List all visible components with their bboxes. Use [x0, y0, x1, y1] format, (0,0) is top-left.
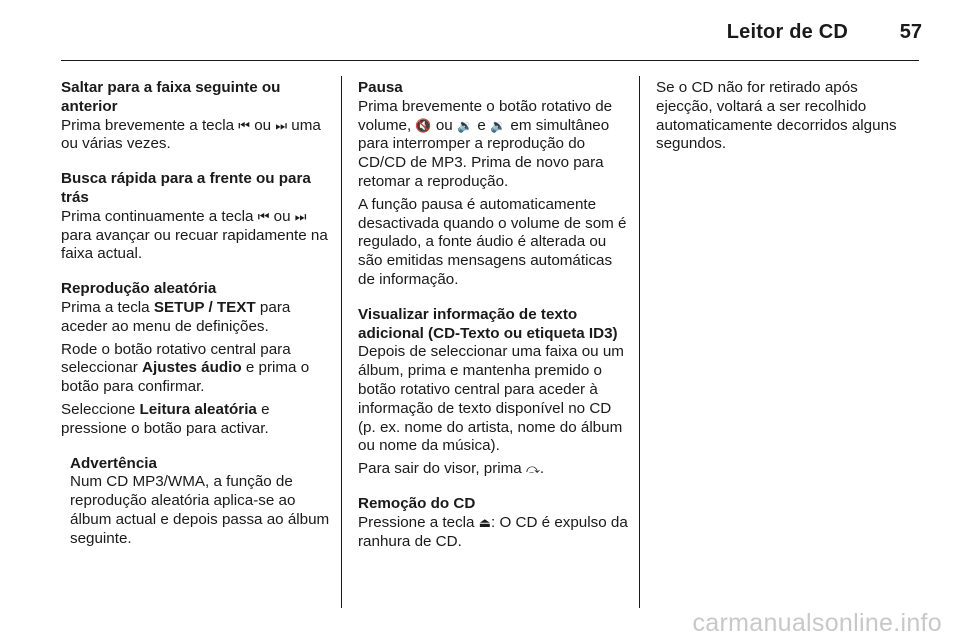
remove-heading: Remoção do CD: [358, 494, 476, 512]
skip-heading: Saltar para a faixa seguinte ou anterior: [61, 79, 281, 115]
previous-track-icon: ⏮: [257, 208, 270, 224]
next-track-icon: ⏭: [294, 208, 307, 224]
skip-text-3: uma ou várias vezes.: [61, 116, 321, 153]
search-text-1: Prima continuamente a tecla: [61, 207, 258, 225]
pause-section: [358, 79, 628, 290]
random-play-label: Leitura aleatória: [139, 400, 257, 418]
random-p1: [61, 299, 333, 337]
search-text: [61, 208, 333, 264]
pause-p2: A função pausa é automaticamente desactivada quando o volume de som é regulado, a fonte áudio é alterada ou são emitidas mensagens automáticas de informação.: [358, 195, 627, 288]
auto-retract-text: Se o CD não for retirado após ejecção, voltará a ser recolhido automaticamente decorridos alguns segundos.: [656, 79, 897, 153]
random-p2-a: Rode o botão rotativo central para seleccionar: [61, 340, 291, 377]
random-p3-c: e pressione o botão para activar.: [61, 400, 270, 437]
search-section: [61, 170, 333, 264]
column-divider-1: [341, 76, 342, 608]
pause-p1: [358, 98, 628, 192]
pause-p1-a: Prima brevemente o botão rotativo de volume,: [358, 97, 613, 134]
watermark: carmanualsonline.info: [692, 609, 942, 637]
page-number: 57: [899, 21, 922, 43]
remove-p1-b: : O CD é expulso da ranhura de CD.: [358, 513, 628, 550]
info-p2: [358, 460, 628, 479]
search-heading: Busca rápida para a frente ou para trás: [61, 170, 311, 206]
pause-heading: Pausa: [358, 79, 403, 96]
info-section: [358, 306, 628, 479]
eject-icon: ⏏: [478, 514, 492, 530]
pause-p1-c: e: [473, 116, 491, 134]
info-p2-a: Para sair do visor, prima: [358, 460, 526, 478]
random-section: [61, 280, 333, 438]
random-p2: [61, 341, 333, 397]
search-text-3: para avançar ou recuar rapidamente na faixa actual.: [61, 226, 328, 263]
info-heading: Visualizar informação de texto adicional (CD-Texto ou etiqueta ID3): [358, 305, 618, 342]
random-p3: [61, 401, 333, 439]
column-3: [656, 79, 918, 158]
column-1: [61, 79, 333, 565]
column-2: [358, 79, 628, 567]
back-icon: ⤼: [525, 461, 540, 477]
info-p1: Depois de seleccionar uma faixa ou um álbum, prima e mantenha premido o botão rotativo central para aceder à informação de texto disponível no CD (p. ex. nome do artista, nome do álbum ou nome da música).: [358, 343, 624, 455]
column-divider-2: [639, 76, 640, 608]
previous-track-icon: ⏮: [238, 117, 250, 133]
setup-text-key-label: SETUP / TEXT: [153, 298, 256, 316]
skip-section: [61, 79, 333, 154]
pause-p1-d: em simultâneo para interromper a reprodução do CD/CD de MP3. Prima de novo para retomar a reprodução.: [358, 116, 610, 190]
warning-note: [70, 455, 333, 549]
warning-heading: Advertência: [70, 454, 157, 472]
info-p2-b: .: [539, 460, 545, 478]
audio-settings-label: Ajustes áudio: [142, 359, 242, 377]
random-p1-c: para aceder ao menu de definições.: [61, 298, 291, 335]
pause-p1-b: ou: [431, 116, 457, 134]
random-p1-a: Prima a tecla: [61, 298, 154, 316]
page-header: [0, 0, 960, 62]
header-rule: [61, 60, 919, 61]
skip-text-2: ou: [249, 116, 276, 134]
volume-down-icon: 🔉: [456, 117, 474, 133]
remove-section: [358, 495, 628, 551]
next-track-icon: ⏭: [275, 117, 288, 133]
warning-text: Num CD MP3/WMA, a função de reprodução aleatória aplica-se ao álbum actual e depois passa ao álbum seguinte.: [70, 473, 330, 547]
random-heading: Reprodução aleatória: [61, 280, 217, 298]
random-p3-a: Seleccione: [61, 400, 140, 418]
volume-up-icon: 🔉: [490, 117, 507, 133]
random-p2-c: e prima o botão para confirmar.: [61, 359, 310, 396]
remove-p1: [358, 514, 628, 552]
remove-p1-a: Pressione a tecla: [358, 513, 479, 531]
section-title: Leitor de CD: [726, 21, 848, 43]
skip-text-1: Prima brevemente a tecla: [61, 116, 239, 134]
search-text-2: ou: [269, 207, 295, 225]
mute-icon: 🔇: [415, 117, 432, 133]
skip-text: [61, 117, 333, 155]
